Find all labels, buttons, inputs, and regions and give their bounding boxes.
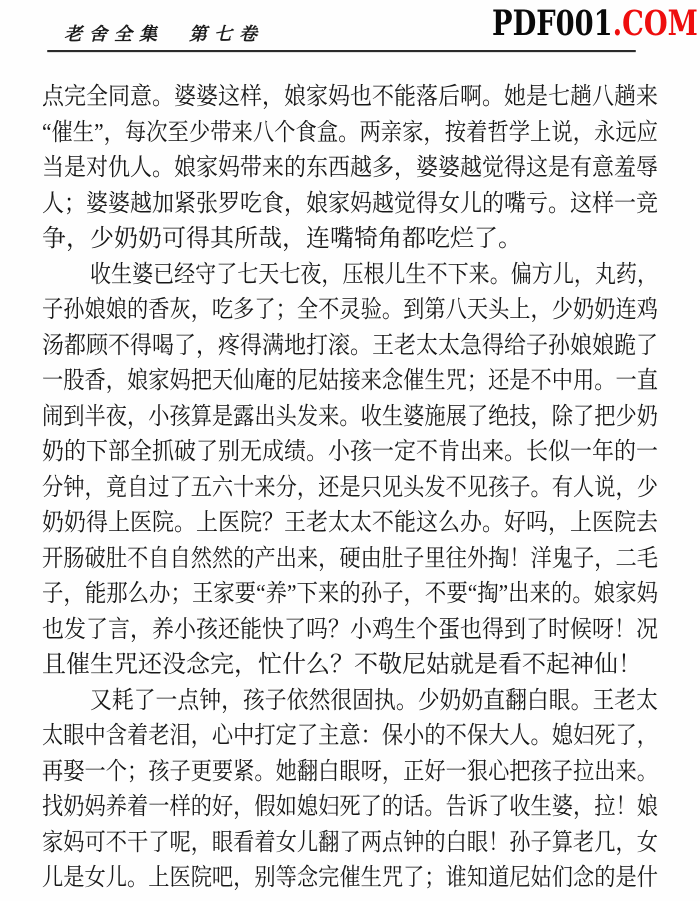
text-line: 也发了言，养小孩还能快了吗？小鸡生个蛋也得到了时候呀！况 bbox=[42, 616, 658, 643]
watermark-red-text: .COM bbox=[612, 3, 698, 44]
text-line: 点完全同意。婆婆这样，娘家妈也不能落后啊。她是七趟八趟来 bbox=[42, 84, 658, 110]
text-line: 子，能那么办；王家要“养”下来的孙子，不要“掏”出来的。娘家妈 bbox=[42, 581, 658, 607]
text-line: “催生”，每次至少带来八个食盒。两亲家，按着哲学上说，永远应 bbox=[42, 119, 658, 146]
text-line: 且催生咒还没念完，忙什么？不敬尼姑就是看不起神仙！ bbox=[42, 652, 642, 678]
text-line: 再娶一个；孩子更要紧。她翻白眼呀，正好一狠心把孩子拉出来。 bbox=[42, 758, 658, 785]
text-line: 家妈可不干了呢，眼看着女儿翻了两点钟的白眼！孙子算老几，女 bbox=[42, 829, 658, 856]
text-line: 汤都顾不得喝了，疼得满地打滚。王老太太急得给子孙娘娘跪了 bbox=[42, 332, 658, 359]
watermark-black-text: PDF001 bbox=[492, 3, 613, 44]
header-rule bbox=[47, 50, 636, 52]
text-line: 闹到半夜，小孩算是露出头发来。收生婆施展了绝技，除了把少奶 bbox=[42, 403, 658, 430]
text-line: 争，少奶奶可得其所哉，连嘴犄角都吃烂了。 bbox=[42, 226, 522, 252]
page-body bbox=[42, 80, 658, 897]
watermark bbox=[492, 4, 698, 44]
text-line: 收生婆已经守了七天七夜，压根儿生不下来。偏方儿，丸药， bbox=[90, 261, 658, 288]
text-line: 分钟，竟自过了五六十来分，还是只见头发不见孩子。有人说，少 bbox=[42, 474, 658, 501]
text-line: 当是对仇人。娘家妈带来的东西越多，婆婆越觉得这是有意羞辱 bbox=[42, 155, 658, 181]
text-line: 奶奶得上医院。上医院？王老太太不能这么办。好吗，上医院去 bbox=[42, 510, 658, 536]
text-line: 开肠破肚不自自然然的产出来，硬由肚子里往外掏！洋鬼子，二毛 bbox=[42, 545, 658, 572]
text-line: 找奶妈养着一样的好，假如媳妇死了的话。告诉了收生婆，拉！娘 bbox=[42, 794, 658, 820]
text-line: 人；婆婆越加紧张罗吃食，娘家妈越觉得女儿的嘴亏。这样一竞 bbox=[42, 190, 658, 217]
text-line: 太眼中含着老泪，心中打定了主意：保小的不保大人。媳妇死了， bbox=[42, 723, 658, 749]
text-line: 奶的下部全抓破了别无成绩。小孩一定不肯出来。长似一年的一 bbox=[42, 439, 658, 465]
text-line: 子孙娘娘的香灰，吃多了；全不灵验。到第八天头上，少奶奶连鸡 bbox=[42, 297, 658, 323]
running-title: 老舍全集 第七卷 bbox=[64, 24, 264, 44]
text-line: 又耗了一点钟，孩子依然很固执。少奶奶直翻白眼。王老太 bbox=[90, 687, 658, 714]
text-line: 一股香，娘家妈把天仙庵的尼姑接来念催生咒；还是不中用。一直 bbox=[42, 368, 658, 394]
text-line: 儿是女儿。上医院吧，别等念完催生咒了；谁知道尼姑们念的是什 bbox=[42, 865, 658, 891]
